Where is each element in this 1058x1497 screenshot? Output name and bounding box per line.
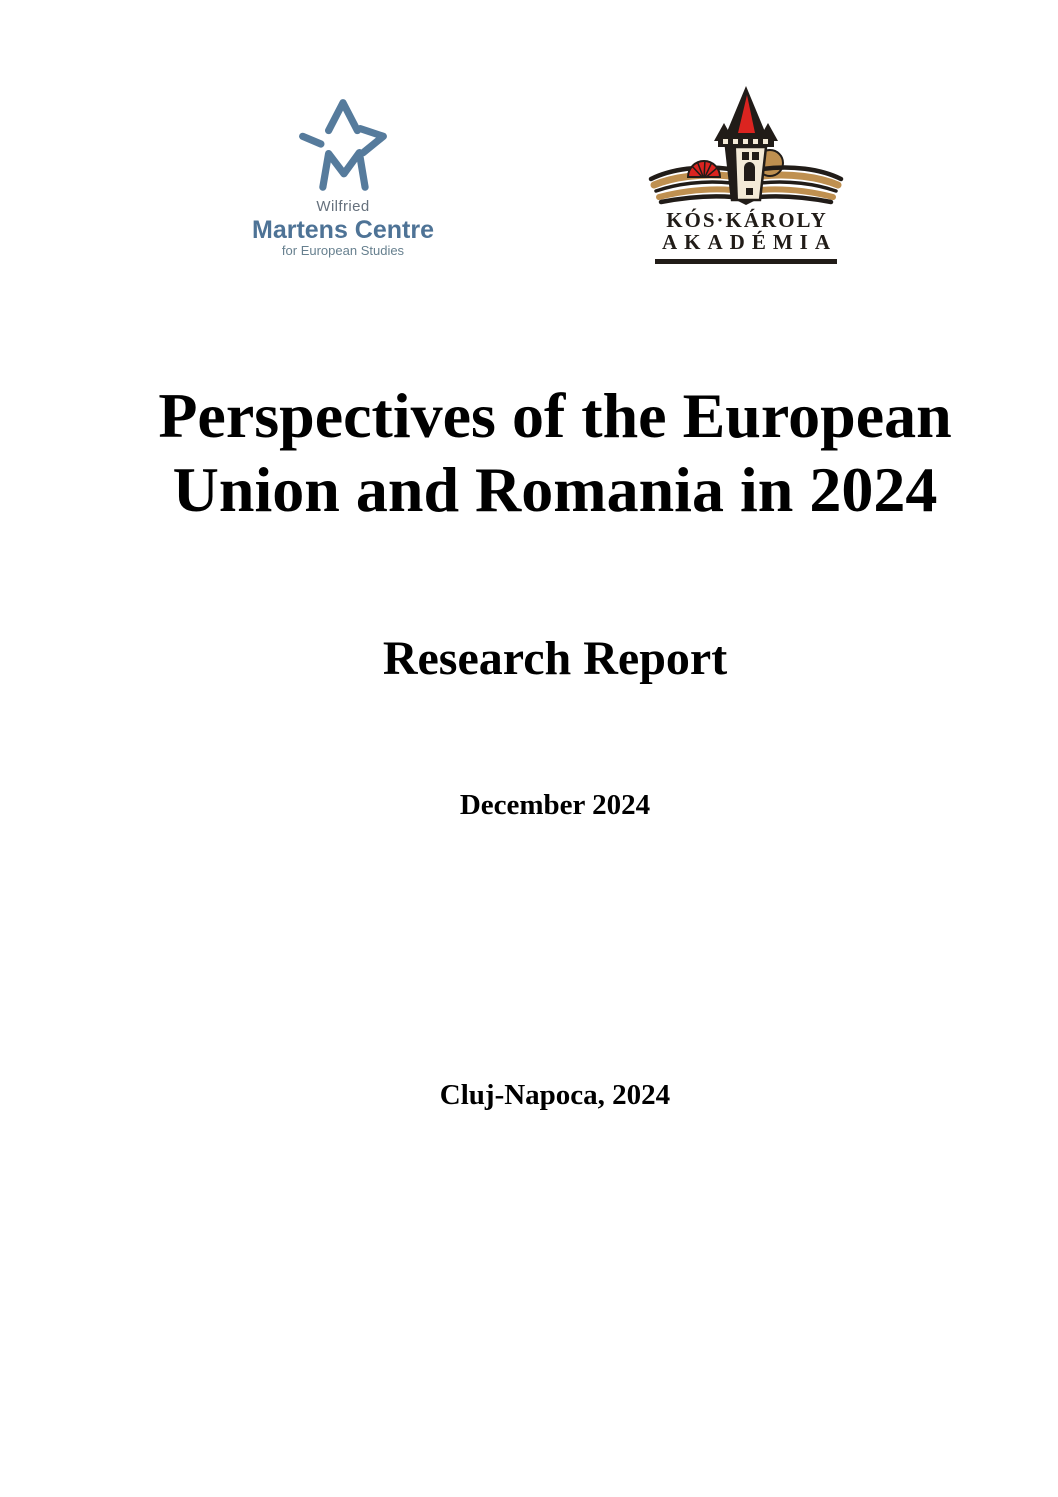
report-date: December 2024	[459, 789, 651, 821]
report-title-line1: Perspectives of the European	[158, 380, 952, 451]
kos-logo-name-line2: AKADÉMIA	[662, 230, 837, 254]
martens-logo-wilfried: Wilfried	[316, 198, 370, 215]
martens-logo-name: Martens Centre	[252, 216, 434, 244]
kos-logo-name-line1: KÓS·KÁROLY	[666, 208, 828, 232]
report-title	[52, 379, 1058, 527]
report-subtitle: Research Report	[382, 632, 728, 685]
report-place: Cluj-Napoca, 2024	[439, 1079, 671, 1111]
martens-logo-tagline: for European Studies	[281, 243, 405, 258]
report-title-line2: Union and Romania in 2024	[172, 454, 938, 525]
cover-content	[52, 0, 1058, 1497]
